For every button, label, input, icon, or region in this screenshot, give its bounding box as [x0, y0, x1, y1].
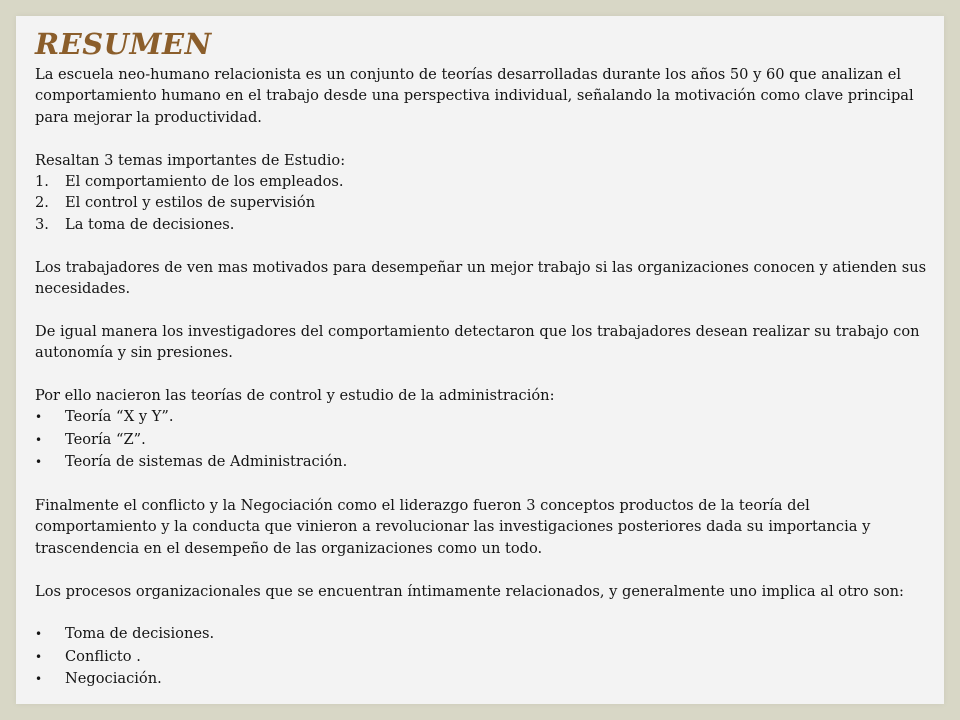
theory-list-item [35, 406, 930, 428]
conclusion-paragraph: Finalmente el conflicto y la Negociación como el liderazgo fueron 3 conceptos productos de la teoría del comportamiento y la conducta que vinieron a revolucionar las investigaciones posteriores dada su importancia y trascendencia en el desempeño de las organizaciones como un todo. [35, 497, 871, 557]
intro-paragraph: La escuela neo-humano relacionista es un conjunto de teorías desarrolladas durante los años 50 y 60 que analizan el comportamiento humano en el trabajo desde una perspectiva individual, señalando la motivación como clave principal para mejorar la productividad. [35, 66, 914, 126]
process-text: Negociación. [65, 670, 162, 688]
paragraph-spacer [35, 474, 930, 495]
paragraph-spacer [35, 364, 930, 385]
paragraph-spacer [35, 128, 930, 149]
paragraph-spacer [35, 559, 930, 580]
bullet-icon: • [35, 672, 43, 687]
bullet-icon: • [35, 649, 43, 664]
theory-list-item [35, 429, 930, 451]
bullet-icon: • [35, 627, 43, 642]
theory-list-item [35, 451, 930, 473]
themes-heading: Resaltan 3 temas importantes de Estudio: [35, 151, 346, 169]
theme-text: La toma de decisiones. [65, 215, 235, 233]
process-text: Toma de decisiones. [65, 625, 215, 643]
process-list-item [35, 623, 930, 645]
list-number: 3. [35, 215, 49, 233]
list-number: 2. [35, 194, 49, 212]
bullet-icon: • [35, 410, 43, 425]
paragraph-spacer [35, 235, 930, 256]
theme-text: El control y estilos de supervisión [65, 194, 316, 212]
theory-text: Teoría de sistemas de Administración. [65, 453, 348, 471]
motivation-paragraph: Los trabajadores de ven mas motivados para desempeñar un mejor trabajo si las organizaciones conocen y atienden sus necesidades. [35, 258, 927, 298]
bullet-icon: • [35, 432, 43, 447]
process-list-item [35, 646, 930, 668]
theme-text: El comportamiento de los empleados. [65, 173, 344, 191]
theory-text: Teoría “Z”. [65, 430, 146, 448]
paragraph-spacer [35, 602, 930, 623]
theme-list-item [35, 214, 930, 235]
slide-title: RESUMEN [35, 27, 212, 61]
theme-list-item [35, 171, 930, 192]
process-text: Conflicto . [65, 647, 141, 665]
process-list-item [35, 668, 930, 690]
theories-heading: Por ello nacieron las teorías de control y estudio de la administración: [35, 387, 555, 405]
bullet-icon: • [35, 455, 43, 470]
theory-text: Teoría “X y Y”. [65, 408, 174, 426]
list-number: 1. [35, 173, 49, 191]
slide-content [35, 26, 930, 691]
theme-list-item [35, 192, 930, 213]
autonomy-paragraph: De igual manera los investigadores del comportamiento detectaron que los trabajadores desean realizar su trabajo con autonomía y sin presiones. [35, 322, 920, 362]
processes-heading: Los procesos organizacionales que se encuentran íntimamente relacionados, y generalmente uno implica al otro son: [35, 582, 904, 600]
paragraph-spacer [35, 299, 930, 320]
